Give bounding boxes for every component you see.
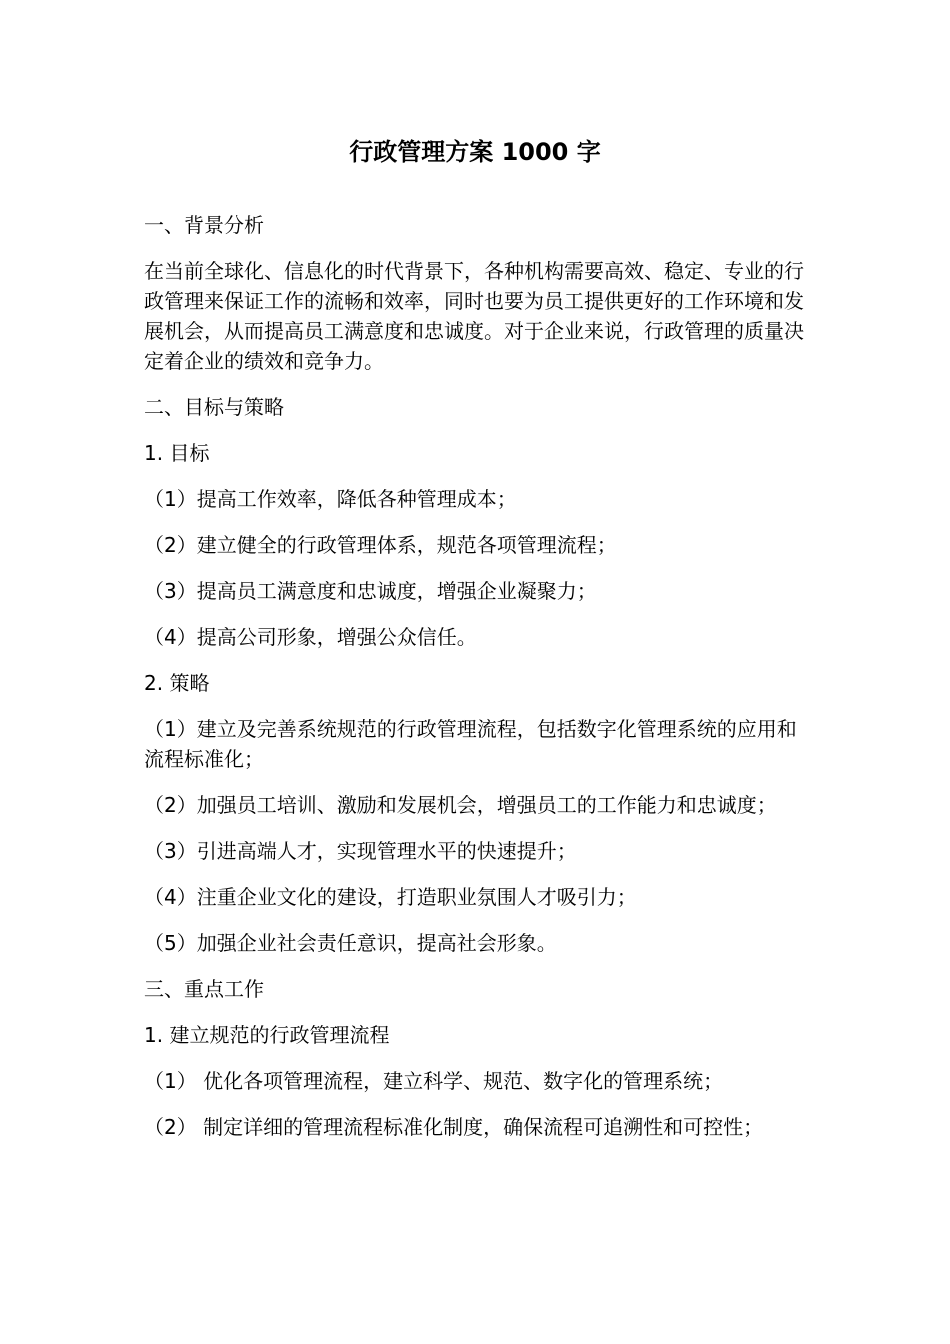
- document-title: 行政管理方案 1000 字: [349, 138, 601, 166]
- goal-item-2: （2）建立健全的行政管理体系，规范各项管理流程；: [144, 533, 617, 557]
- process-item-1: （1） 优化各项管理流程，建立科学、规范、数字化的管理系统；: [144, 1069, 724, 1093]
- section-heading-background: 一、背景分析: [144, 213, 264, 237]
- subheading-strategy: 2. 策略: [144, 671, 210, 695]
- goal-item-4: （4）提高公司形象，增强公众信任。: [144, 625, 477, 649]
- section-heading-key-work: 三、重点工作: [144, 977, 264, 1001]
- subheading-goals: 1. 目标: [144, 441, 210, 465]
- document-body: [144, 210, 808, 1158]
- strategy-item-1: （1）建立及完善系统规范的行政管理流程，包括数字化管理系统的应用和流程标准化；: [144, 717, 797, 771]
- section-heading-goals-strategy: 二、目标与策略: [144, 395, 284, 419]
- strategy-item-4: （4）注重企业文化的建设，打造职业氛围人才吸引力；: [144, 885, 637, 909]
- strategy-item-5: （5）加强企业社会责任意识，提高社会形象。: [144, 931, 557, 955]
- process-item-2: （2） 制定详细的管理流程标准化制度，确保流程可追溯性和可控性；: [144, 1115, 764, 1139]
- goal-item-1: （1）提高工作效率，降低各种管理成本；: [144, 487, 517, 511]
- strategy-item-2: （2）加强员工培训、激励和发展机会，增强员工的工作能力和忠诚度；: [144, 793, 777, 817]
- goal-item-3: （3）提高员工满意度和忠诚度，增强企业凝聚力；: [144, 579, 597, 603]
- strategy-item-3: （3）引进高端人才，实现管理水平的快速提升；: [144, 839, 577, 863]
- background-paragraph: 在当前全球化、信息化的时代背景下，各种机构需要高效、稳定、专业的行政管理来保证工作的流畅和效率，同时也要为员工提供更好的工作环境和发展机会，从而提高员工满意度和忠诚度。对于企业来说，行政管理的质量决定着企业的绩效和竞争力。: [144, 259, 804, 373]
- subheading-process: 1. 建立规范的行政管理流程: [144, 1023, 390, 1047]
